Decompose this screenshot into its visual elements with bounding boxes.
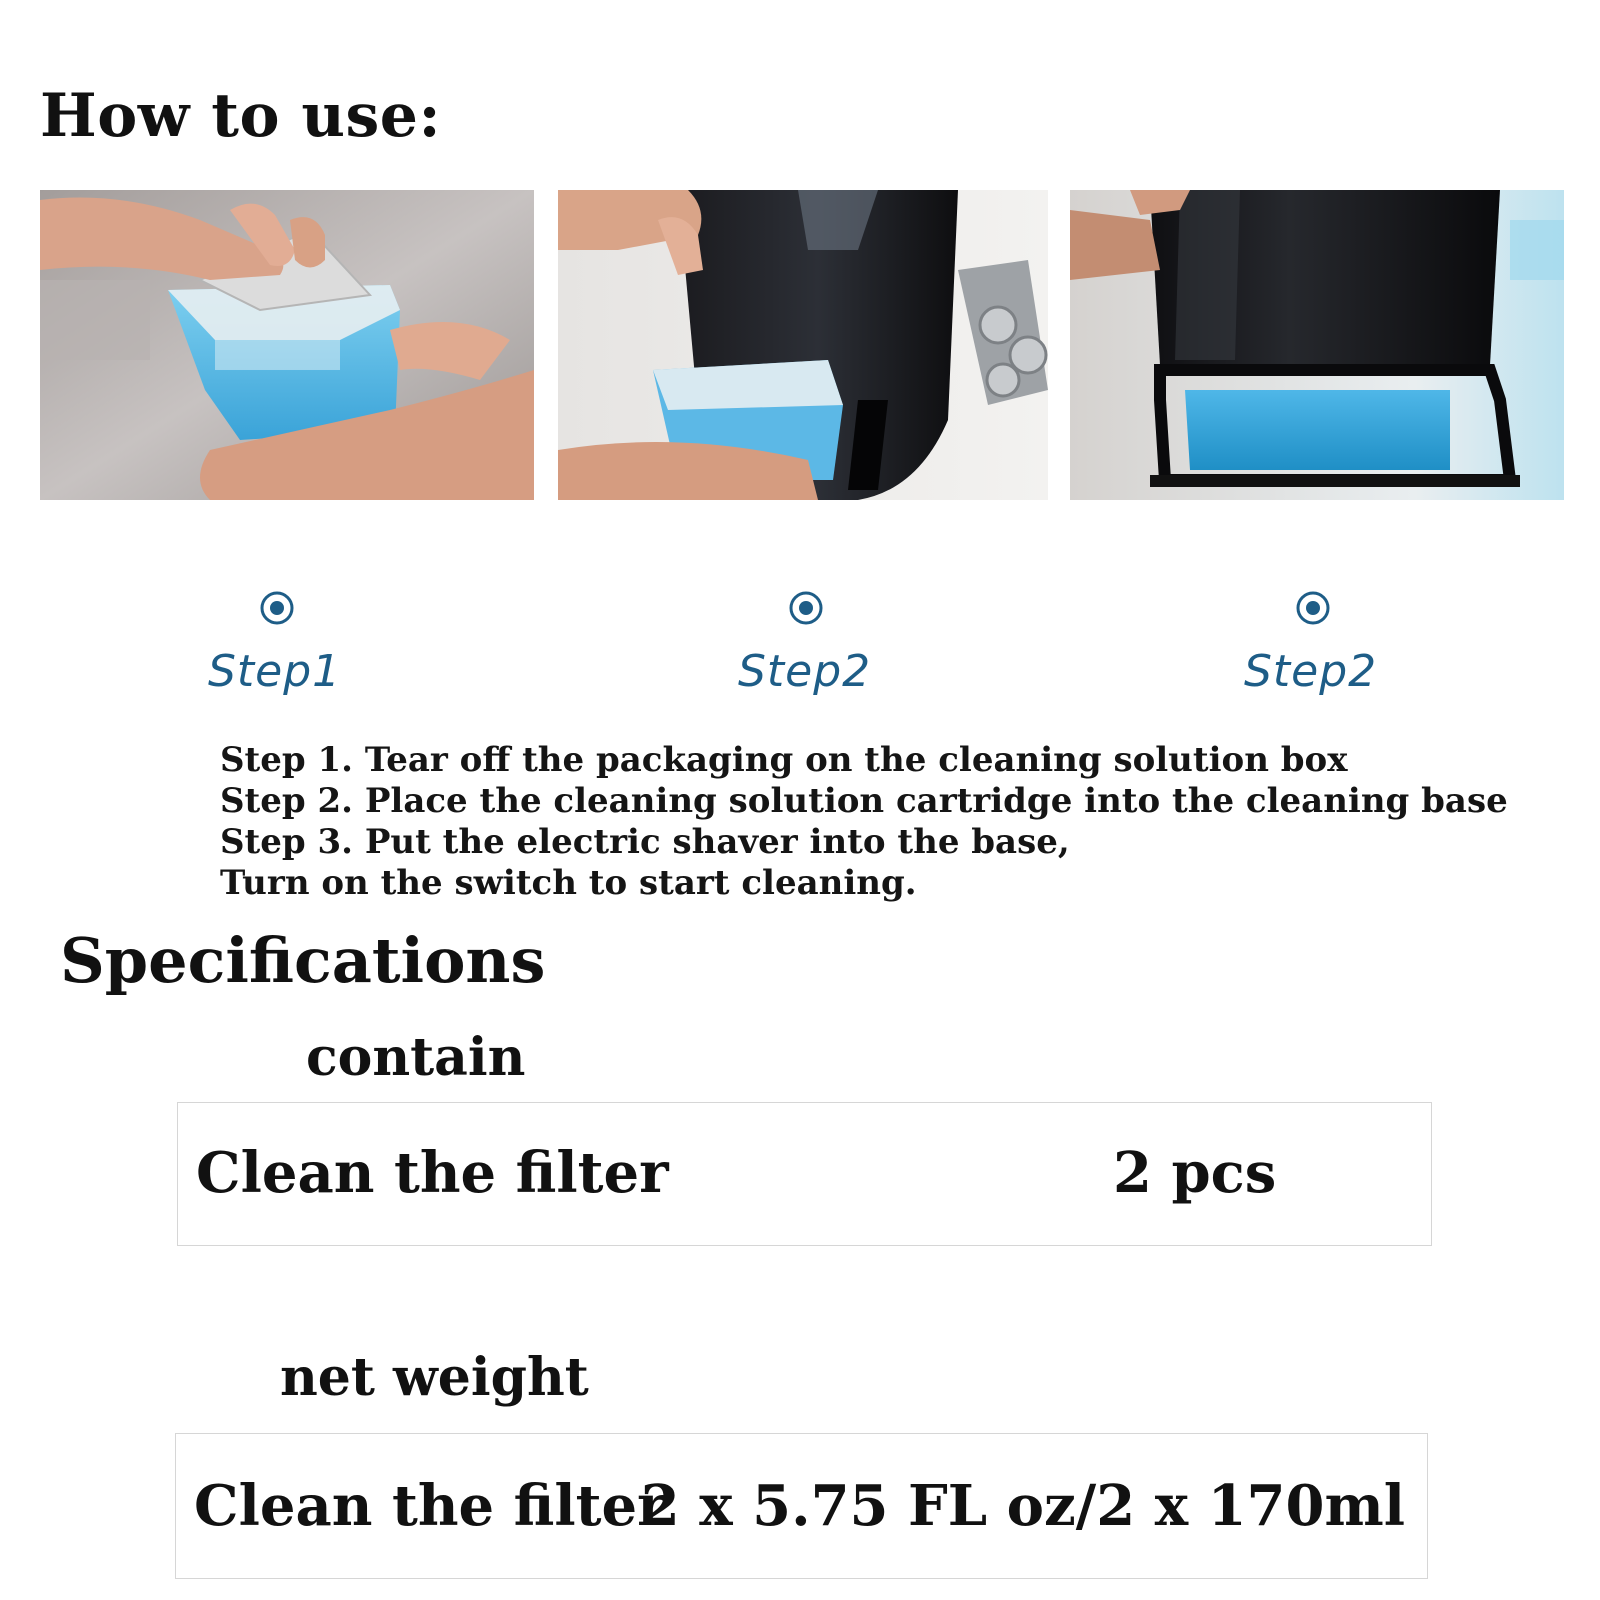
specifications-heading: Specifications	[60, 924, 546, 997]
photo-peel-cartridge-lid-icon	[40, 190, 534, 500]
instruction-line: Step 3. Put the electric shaver into the base,	[220, 822, 1070, 862]
step2-photo	[558, 190, 1048, 500]
spec-row-net-weight	[175, 1433, 1428, 1579]
spec-section-label-net-weight: net weight	[280, 1347, 589, 1408]
spec-row-contain	[177, 1102, 1432, 1246]
timeline-node-2	[791, 593, 821, 623]
spec-item-name: Clean the filter	[196, 1140, 669, 1206]
step-label-3: Step2	[1244, 646, 1378, 697]
step-timeline	[0, 580, 1600, 640]
step-label-2: Step2	[738, 646, 872, 697]
timeline-line	[0, 580, 1600, 640]
spec-item-value: 2 pcs	[1113, 1140, 1277, 1206]
spec-item-name: Clean the filter	[194, 1473, 667, 1539]
how-to-use-heading: How to use:	[40, 81, 442, 151]
step1-photo	[40, 190, 534, 500]
step-label-1: Step1	[208, 646, 342, 697]
instructions-list	[220, 740, 1508, 904]
instruction-line: Turn on the switch to start cleaning.	[220, 863, 917, 903]
spec-section-label-contain: contain	[306, 1027, 526, 1088]
timeline-node-1	[262, 593, 292, 623]
timeline-node-3	[1298, 593, 1328, 623]
instruction-line: Step 2. Place the cleaning solution cartridge into the cleaning base	[220, 781, 1508, 821]
photo-insert-cartridge-into-base-icon	[558, 190, 1048, 500]
photo-cartridge-in-base-icon	[1070, 190, 1564, 500]
spec-item-value: 2 x 5.75 FL oz/2 x 170ml	[640, 1473, 1405, 1539]
step3-photo	[1070, 190, 1564, 500]
instruction-line: Step 1. Tear off the packaging on the cleaning solution box	[220, 740, 1348, 780]
